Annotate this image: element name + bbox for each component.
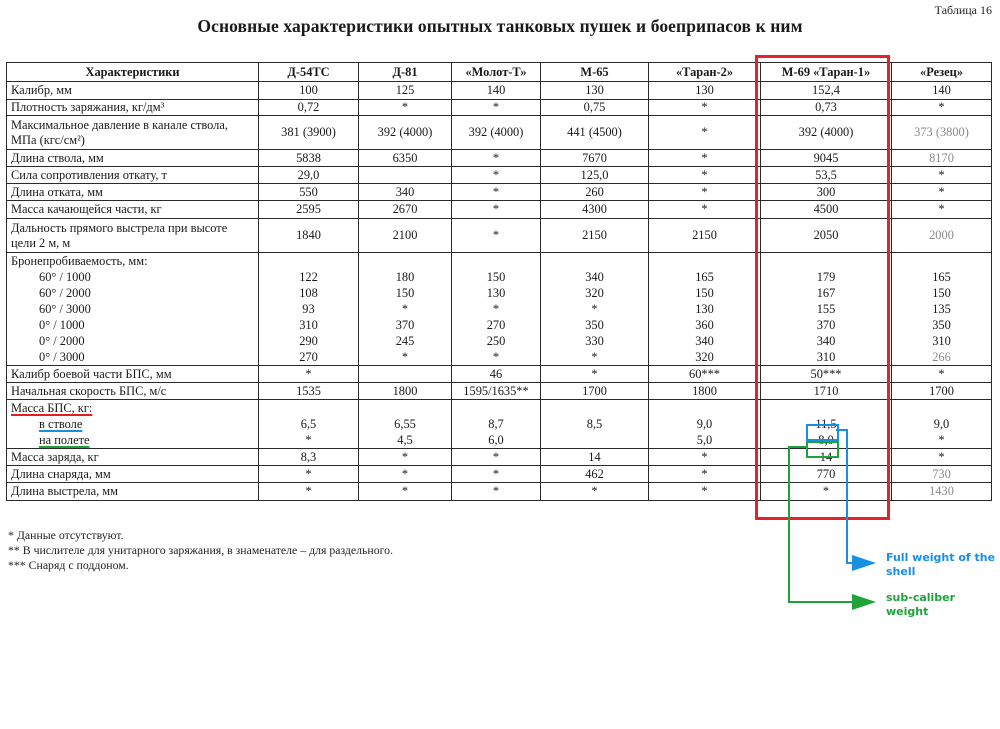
table-cell: * — [452, 483, 541, 501]
table-cell: 60*** — [649, 366, 761, 383]
col-header: «Таран-2» — [649, 63, 761, 82]
table-value: 270 — [486, 318, 506, 332]
table-cell: * — [649, 483, 761, 501]
table-cell: 140 — [892, 82, 992, 100]
table-cell — [761, 400, 892, 449]
row-label — [7, 253, 259, 366]
row-label-text: Масса качающейся части, кг — [11, 202, 162, 217]
row-label — [7, 449, 259, 466]
table-cell: * — [359, 449, 452, 466]
table-cell — [359, 400, 452, 449]
table-row — [7, 483, 992, 501]
table-value: 6,0 — [488, 433, 504, 447]
table-cell: 2050 — [761, 219, 892, 253]
table-row — [7, 201, 992, 219]
table-value: 130 — [486, 286, 506, 300]
table-cell — [761, 253, 892, 366]
row-label-text: Калибр, мм — [11, 83, 72, 98]
table-cell: * — [649, 184, 761, 201]
table-cell: * — [452, 184, 541, 201]
table-cell: 0,75 — [541, 100, 649, 116]
table-cell: * — [649, 466, 761, 483]
table-value: 150 — [395, 286, 415, 300]
table-cell: * — [452, 466, 541, 483]
row-sublabel: на полете — [39, 433, 90, 447]
col-header: Д-81 — [359, 63, 452, 82]
table-cell: * — [649, 201, 761, 219]
table-value: 108 — [299, 286, 318, 300]
table-value: 370 — [395, 318, 415, 332]
table-cell: * — [452, 219, 541, 253]
footnote: ** В числителе для унитарного заряжания, в знаменателе – для раздельного. — [8, 543, 394, 557]
table-cell: 2100 — [359, 219, 452, 253]
table-cell: 9045 — [761, 150, 892, 167]
row-label-text: Длина выстрела, мм — [11, 484, 118, 499]
table-cell: 130 — [649, 82, 761, 100]
table-cell: 300 — [761, 184, 892, 201]
table-cell: 2000 — [892, 219, 992, 253]
table-cell: * — [452, 201, 541, 219]
row-sublabel: 0° / 3000 — [39, 350, 85, 364]
table-value: 9,0 — [933, 417, 950, 431]
table-value: 150 — [486, 270, 506, 284]
table-cell: 2150 — [541, 219, 649, 253]
row-label-text: Длина отката, мм — [11, 184, 103, 199]
table-value: 155 — [816, 302, 836, 316]
row-sublabel: 0° / 2000 — [39, 334, 85, 348]
table-cell: 1700 — [892, 383, 992, 400]
row-sublabel: 0° / 1000 — [39, 318, 85, 332]
table-cell: * — [649, 167, 761, 184]
table-value: 290 — [299, 334, 318, 348]
table-cell: 550 — [259, 184, 359, 201]
table-cell: * — [452, 449, 541, 466]
table-cell: 1535 — [259, 383, 359, 400]
table-cell: 8170 — [892, 150, 992, 167]
table-cell: * — [452, 100, 541, 116]
table-value: * — [401, 302, 409, 316]
table-cell: 1800 — [649, 383, 761, 400]
table-value: * — [591, 350, 598, 364]
row-label — [7, 82, 259, 100]
row-label — [7, 483, 259, 501]
table-cell: * — [649, 150, 761, 167]
row-label-text: Плотность заряжания, кг/дм³ — [11, 100, 165, 115]
table-value: 310 — [299, 318, 318, 332]
table-value — [545, 432, 644, 448]
table-value: 310 — [816, 350, 836, 364]
table-cell: * — [359, 100, 452, 116]
table-cell: * — [259, 483, 359, 501]
table-value: 340 — [585, 270, 604, 284]
table-cell: 0,72 — [259, 100, 359, 116]
table-cell: 730 — [892, 466, 992, 483]
table-value: 270 — [299, 350, 318, 364]
table-cell: 4500 — [761, 201, 892, 219]
table-cell: 46 — [452, 366, 541, 383]
annotation-subcaliber: sub-caliber weight — [886, 591, 956, 618]
row-label — [7, 400, 259, 449]
table-value: 179 — [816, 270, 836, 284]
table-cell — [452, 253, 541, 366]
row-label — [7, 366, 259, 383]
row-label — [7, 167, 259, 184]
table-value: 122 — [299, 270, 318, 284]
table-value: 165 — [932, 270, 951, 284]
table-value: 245 — [395, 334, 415, 348]
row-label-text: Длина снаряда, мм — [11, 466, 111, 481]
row-label — [7, 201, 259, 219]
table-value: 150 — [695, 286, 714, 300]
table-cell — [259, 253, 359, 366]
row-label-text: Масса заряда, кг — [11, 449, 99, 464]
footnotes — [8, 528, 393, 573]
table-value: 6,55 — [394, 417, 416, 431]
footnote: *** Снаряд с поддоном. — [8, 558, 129, 572]
row-sublabel: в стволе — [39, 417, 83, 431]
row-label — [7, 100, 259, 116]
table-cell: * — [892, 100, 992, 116]
table-value: 180 — [395, 270, 415, 284]
table-cell: 125,0 — [541, 167, 649, 184]
row-label — [7, 184, 259, 201]
green-arrow-icon — [852, 594, 876, 610]
row-label-text: Масса БПС, кг: — [11, 401, 93, 415]
table-cell: 50*** — [761, 366, 892, 383]
table-cell: * — [649, 100, 761, 116]
row-label-text: Сила сопротивления откату, т — [11, 167, 167, 182]
col-header: М-69 «Таран-1» — [761, 63, 892, 82]
table-cell — [359, 253, 452, 366]
table-cell: 14 — [541, 449, 649, 466]
table-cell — [892, 253, 992, 366]
row-label — [7, 219, 259, 253]
table-cell: 392 (4000) — [761, 116, 892, 150]
row-label-text: Дальность прямого выстрела при высоте цели 2 м, м — [11, 221, 228, 250]
table-value: 330 — [585, 334, 604, 348]
table-value: 9,0 — [696, 417, 713, 431]
table-value: 350 — [932, 318, 951, 332]
table-value: 266 — [932, 350, 951, 364]
table-value: * — [492, 350, 500, 364]
row-sublabel: 60° / 3000 — [39, 302, 91, 316]
table-cell: 1840 — [259, 219, 359, 253]
table-cell — [541, 400, 649, 449]
annotation-full-weight: Full weight of the shell — [886, 551, 996, 578]
col-header: «Резец» — [892, 63, 992, 82]
row-label — [7, 383, 259, 400]
table-cell: 152,4 — [761, 82, 892, 100]
table-cell: * — [259, 466, 359, 483]
table-value: 320 — [585, 286, 604, 300]
table-value: 150 — [932, 286, 951, 300]
table-value: * — [305, 433, 312, 447]
spec-table — [6, 62, 992, 501]
table-value: 130 — [695, 302, 714, 316]
table-row — [7, 449, 992, 466]
table-cell: * — [892, 167, 992, 184]
table-cell: 373 (3800) — [892, 116, 992, 150]
table-cell — [359, 366, 452, 383]
table-cell: 340 — [359, 184, 452, 201]
page-title: Основные характеристики опытных танковых пушек и боеприпасов к ним — [197, 16, 803, 36]
table-cell: 1710 — [761, 383, 892, 400]
table-value: 165 — [695, 270, 714, 284]
table-cell — [649, 253, 761, 366]
table-value: 8,7 — [488, 417, 504, 431]
row-label — [7, 116, 259, 150]
table-cell — [359, 167, 452, 184]
col-header: «Молот-Т» — [452, 63, 541, 82]
table-cell: 14 — [761, 449, 892, 466]
table-value: 167 — [816, 286, 836, 300]
table-cell: 0,73 — [761, 100, 892, 116]
table-row — [7, 150, 992, 167]
table-cell: * — [359, 466, 452, 483]
table-cell: 125 — [359, 82, 452, 100]
table-cell: 1595/1635** — [452, 383, 541, 400]
table-value: 135 — [932, 302, 951, 316]
table-value: 5,0 — [696, 433, 713, 447]
row-label-text: Калибр боевой части БПС, мм — [11, 366, 172, 381]
table-value: 93 — [302, 302, 315, 316]
table-value: 360 — [695, 318, 714, 332]
table-value: * — [492, 302, 500, 316]
table-value: 370 — [816, 318, 836, 332]
table-row — [7, 116, 992, 150]
table-cell: 260 — [541, 184, 649, 201]
table-row — [7, 100, 992, 116]
table-cell: * — [541, 366, 649, 383]
table-cell: * — [452, 167, 541, 184]
table-value: 340 — [695, 334, 714, 348]
table-cell: * — [649, 449, 761, 466]
table-cell: 130 — [541, 82, 649, 100]
table-cell: * — [892, 449, 992, 466]
table-cell: * — [761, 483, 892, 501]
table-value: 320 — [695, 350, 714, 364]
table-value: 8,0 — [818, 433, 834, 447]
table-cell: 392 (4000) — [359, 116, 452, 150]
table-number: Таблица 16 — [934, 3, 992, 17]
row-sublabel: 60° / 1000 — [39, 270, 91, 284]
table-cell: * — [892, 201, 992, 219]
table-cell: * — [259, 366, 359, 383]
table-cell: 29,0 — [259, 167, 359, 184]
table-cell: 2595 — [259, 201, 359, 219]
table-cell — [259, 400, 359, 449]
table-cell: 441 (4500) — [541, 116, 649, 150]
table-value: 310 — [932, 334, 951, 348]
row-label-text: Максимальное давление в канале ствола, МПа (кгс/см²) — [11, 118, 228, 147]
table-cell: 2670 — [359, 201, 452, 219]
header-row — [7, 63, 992, 82]
table-value: 6,5 — [300, 417, 317, 431]
table-cell: 381 (3900) — [259, 116, 359, 150]
col-header: М-65 — [541, 63, 649, 82]
table-value: * — [401, 350, 409, 364]
table-value: * — [591, 302, 598, 316]
row-label — [7, 466, 259, 483]
table-cell: 7670 — [541, 150, 649, 167]
table-value: 340 — [816, 334, 836, 348]
table-cell: * — [892, 366, 992, 383]
table-cell: 1800 — [359, 383, 452, 400]
table-cell: * — [892, 184, 992, 201]
table-cell: * — [649, 116, 761, 150]
table-cell: 6350 — [359, 150, 452, 167]
table-value: 4,5 — [397, 433, 413, 447]
table-row — [7, 82, 992, 100]
table-value: 250 — [486, 334, 506, 348]
table-cell: 392 (4000) — [452, 116, 541, 150]
table-cell: * — [359, 483, 452, 501]
table-cell — [892, 400, 992, 449]
table-cell: 100 — [259, 82, 359, 100]
table-cell: 8,3 — [259, 449, 359, 466]
table-value: * — [938, 433, 945, 447]
table-row — [7, 466, 992, 483]
table-cell: * — [452, 150, 541, 167]
table-cell: 4300 — [541, 201, 649, 219]
table-cell: 1430 — [892, 483, 992, 501]
table-cell — [541, 253, 649, 366]
table-cell — [649, 400, 761, 449]
table-value: 8,5 — [586, 417, 603, 431]
table-cell: 1700 — [541, 383, 649, 400]
table-value: 350 — [585, 318, 604, 332]
footnote: * Данные отсутствуют. — [8, 528, 124, 542]
row-label — [7, 150, 259, 167]
table-cell: 5838 — [259, 150, 359, 167]
table-row — [7, 366, 992, 383]
table-cell: 770 — [761, 466, 892, 483]
table-cell — [452, 400, 541, 449]
table-cell: 53,5 — [761, 167, 892, 184]
table-cell: 2150 — [649, 219, 761, 253]
table-row — [7, 167, 992, 184]
col-header: Характеристики — [7, 63, 259, 82]
table-row — [7, 219, 992, 253]
table-row-group — [7, 400, 992, 449]
col-header: Д-54ТС — [259, 63, 359, 82]
table-cell: 140 — [452, 82, 541, 100]
table-value: 11,5 — [815, 417, 837, 431]
row-label-text: Длина ствола, мм — [11, 150, 104, 165]
table-cell: * — [541, 483, 649, 501]
row-sublabel: 60° / 2000 — [39, 286, 91, 300]
blue-arrow-icon — [852, 555, 876, 571]
table-row-group — [7, 253, 992, 366]
table-row — [7, 184, 992, 201]
table-cell: 462 — [541, 466, 649, 483]
row-label-text: Бронепробиваемость, мм: — [11, 254, 148, 268]
row-label-text: Начальная скорость БПС, м/с — [11, 383, 167, 398]
table-row — [7, 383, 992, 400]
